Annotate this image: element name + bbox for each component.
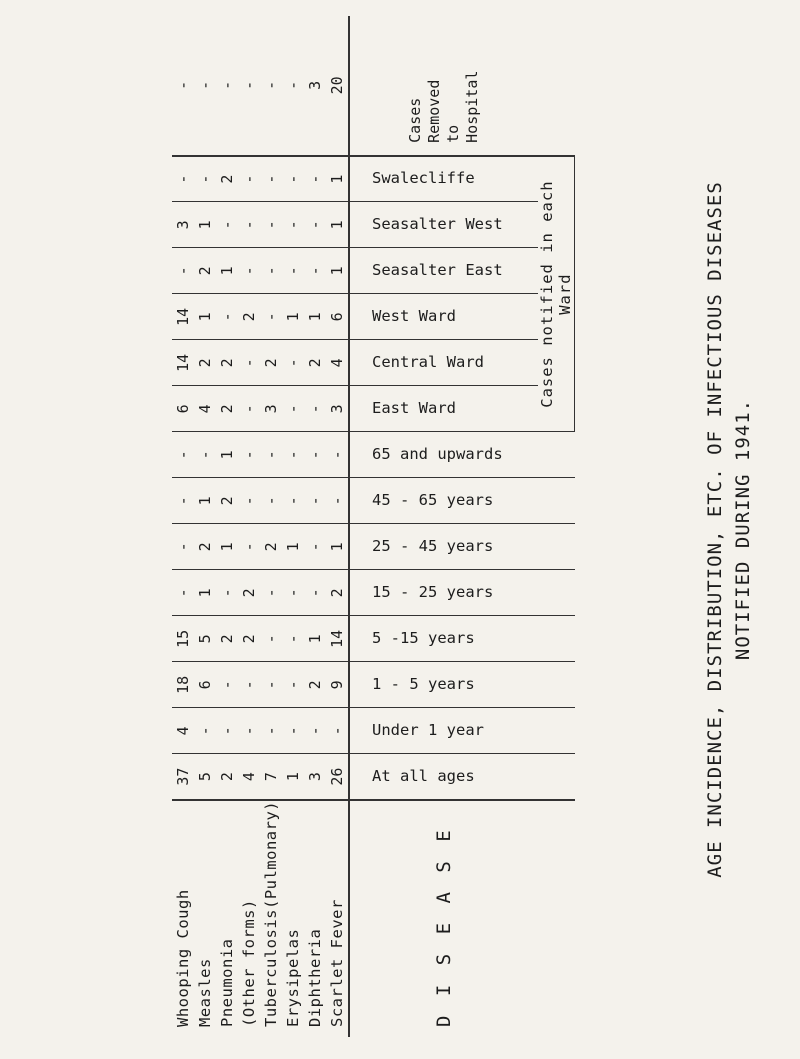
cell-a1_5: 2 bbox=[304, 662, 326, 708]
cell-swale: 2 bbox=[216, 156, 238, 202]
cell-a1_5: - bbox=[216, 662, 238, 708]
cell-se_west: 1 bbox=[326, 202, 349, 248]
cell-u1: - bbox=[326, 708, 349, 754]
disease-name: Pneumonia bbox=[218, 938, 236, 1027]
cell-west: 1 bbox=[282, 294, 304, 340]
column-header-age-15-25 bbox=[349, 570, 538, 616]
cell-east: 3 bbox=[260, 386, 282, 432]
cell-east: 3 bbox=[326, 386, 349, 432]
column-header-age-25-45 bbox=[349, 524, 538, 570]
column-header-label: 25 - 45 years bbox=[372, 537, 494, 556]
cell-west: 2 bbox=[238, 294, 260, 340]
cell-u1: - bbox=[238, 708, 260, 754]
disease-name: Whooping Cough bbox=[174, 889, 192, 1027]
cell-se_east: 1 bbox=[326, 248, 349, 294]
column-header-label: 15 - 25 years bbox=[372, 583, 494, 602]
cell-a45_65: - bbox=[260, 478, 282, 524]
cell-removed: - bbox=[216, 16, 238, 156]
cell-a45_65: - bbox=[282, 478, 304, 524]
column-header-label: 5 -15 years bbox=[372, 629, 475, 648]
cell-a25_45: - bbox=[172, 524, 194, 570]
cell-west: 14 bbox=[172, 294, 194, 340]
cell-central: 14 bbox=[172, 340, 194, 386]
cell-west: 6 bbox=[326, 294, 349, 340]
cell-a65: 1 bbox=[216, 432, 238, 478]
cell-a25_45: 1 bbox=[216, 524, 238, 570]
cell-se_west: 3 bbox=[172, 202, 194, 248]
cell-east: - bbox=[238, 386, 260, 432]
cell-a45_65: - bbox=[172, 478, 194, 524]
cell-se_west: 1 bbox=[194, 202, 216, 248]
column-header-label: 65 and upwards bbox=[372, 445, 503, 464]
disease-name: Measles bbox=[196, 958, 214, 1027]
cell-a65: - bbox=[304, 432, 326, 478]
cell-all: 3 bbox=[304, 754, 326, 800]
cell-central: 4 bbox=[326, 340, 349, 386]
cell-swale: 1 bbox=[326, 156, 349, 202]
cell-a25_45: - bbox=[304, 524, 326, 570]
ward-group-row bbox=[538, 16, 575, 1037]
cell-a45_65: - bbox=[326, 478, 349, 524]
cell-a5_15: 2 bbox=[216, 616, 238, 662]
cell-central: - bbox=[282, 340, 304, 386]
header-row bbox=[349, 16, 538, 1037]
column-header-label: Central Ward bbox=[372, 353, 484, 372]
disease-name: Scarlet Fever bbox=[328, 899, 346, 1027]
table-row bbox=[238, 16, 260, 1037]
cell-se_east: - bbox=[304, 248, 326, 294]
removed-header-line: Cases bbox=[406, 97, 424, 143]
cell-all: 5 bbox=[194, 754, 216, 800]
column-header-under-1 bbox=[349, 708, 538, 754]
ward-group-label: Cases notified in each Ward bbox=[538, 156, 575, 432]
cell-central: 2 bbox=[194, 340, 216, 386]
cell-se_east: 2 bbox=[194, 248, 216, 294]
cell-u1: - bbox=[282, 708, 304, 754]
cell-all: 4 bbox=[238, 754, 260, 800]
disease-name: Tuberculosis(Pulmonary) bbox=[262, 800, 280, 1027]
cell-removed: - bbox=[238, 16, 260, 156]
cell-a25_45: 1 bbox=[326, 524, 349, 570]
column-header-all-ages bbox=[349, 754, 538, 800]
cell-a45_65: 1 bbox=[194, 478, 216, 524]
column-header-label: West Ward bbox=[372, 307, 456, 326]
cell-a25_45: 1 bbox=[282, 524, 304, 570]
cell-all: 2 bbox=[216, 754, 238, 800]
cell-a1_5: - bbox=[238, 662, 260, 708]
cell-a1_5: - bbox=[282, 662, 304, 708]
cell-a15_25: - bbox=[282, 570, 304, 616]
cell-swale: - bbox=[194, 156, 216, 202]
column-header-age-1-5 bbox=[349, 662, 538, 708]
cell-a5_15: - bbox=[260, 616, 282, 662]
cell-a5_15: 15 bbox=[172, 616, 194, 662]
cell-removed: - bbox=[260, 16, 282, 156]
cell-swale: - bbox=[238, 156, 260, 202]
cell-a25_45: - bbox=[238, 524, 260, 570]
column-header-label: At all ages bbox=[372, 766, 475, 785]
document-subtitle: NOTIFIED DURING 1941. bbox=[732, 398, 754, 661]
cell-u1: - bbox=[194, 708, 216, 754]
column-header-label: East Ward bbox=[372, 399, 456, 418]
cell-se_west: - bbox=[282, 202, 304, 248]
cell-se_east: 1 bbox=[216, 248, 238, 294]
cell-a15_25: 1 bbox=[194, 570, 216, 616]
column-header-swalecliffe bbox=[349, 156, 538, 202]
cell-a45_65: - bbox=[238, 478, 260, 524]
cell-se_west: - bbox=[260, 202, 282, 248]
cell-a15_25: - bbox=[260, 570, 282, 616]
cell-east: 6 bbox=[172, 386, 194, 432]
cell-a5_15: 14 bbox=[326, 616, 349, 662]
table-row bbox=[282, 16, 304, 1037]
cell-all: 37 bbox=[172, 754, 194, 800]
cell-u1: - bbox=[260, 708, 282, 754]
column-header-label: Under 1 year bbox=[372, 721, 484, 740]
cell-removed: - bbox=[194, 16, 216, 156]
cell-se_west: - bbox=[238, 202, 260, 248]
cell-swale: - bbox=[172, 156, 194, 202]
column-header-label: Swalecliffe bbox=[372, 169, 475, 188]
document-title: AGE INCIDENCE, DISTRIBUTION, ETC. OF INFECTIOUS DISEASES bbox=[704, 181, 726, 878]
cell-east: 2 bbox=[216, 386, 238, 432]
column-header-label: 1 - 5 years bbox=[372, 675, 475, 694]
cell-a1_5: 6 bbox=[194, 662, 216, 708]
cell-a65: - bbox=[172, 432, 194, 478]
cell-central: - bbox=[238, 340, 260, 386]
cell-central: 2 bbox=[216, 340, 238, 386]
cell-west: - bbox=[260, 294, 282, 340]
cell-se_east: - bbox=[238, 248, 260, 294]
cell-a65: - bbox=[326, 432, 349, 478]
column-header-west-ward bbox=[349, 294, 538, 340]
cell-a15_25: 2 bbox=[326, 570, 349, 616]
cell-a65: - bbox=[194, 432, 216, 478]
cell-u1: - bbox=[216, 708, 238, 754]
column-header-label: Seasalter West bbox=[372, 215, 503, 234]
column-header-central-ward bbox=[349, 340, 538, 386]
removed-column-header bbox=[349, 16, 538, 156]
cell-removed: 20 bbox=[326, 16, 349, 156]
cell-removed: - bbox=[172, 16, 194, 156]
cell-a15_25: - bbox=[304, 570, 326, 616]
cell-se_west: - bbox=[216, 202, 238, 248]
table-row bbox=[304, 16, 326, 1037]
cell-swale: - bbox=[260, 156, 282, 202]
table-row bbox=[216, 16, 238, 1037]
cell-a25_45: 2 bbox=[194, 524, 216, 570]
cell-central: 2 bbox=[260, 340, 282, 386]
table-row bbox=[172, 16, 194, 1037]
cell-all: 26 bbox=[326, 754, 349, 800]
cell-a1_5: - bbox=[260, 662, 282, 708]
column-header-east-ward bbox=[349, 386, 538, 432]
column-header-age-5-15 bbox=[349, 616, 538, 662]
disease-name: Diphtheria bbox=[306, 928, 324, 1027]
disease-table bbox=[172, 16, 575, 1037]
cell-u1: 4 bbox=[172, 708, 194, 754]
column-header-age-45-65 bbox=[349, 478, 538, 524]
cell-se_east: - bbox=[260, 248, 282, 294]
cell-a65: - bbox=[282, 432, 304, 478]
cell-west: 1 bbox=[194, 294, 216, 340]
column-header-seasalter-east bbox=[349, 248, 538, 294]
cell-a5_15: 5 bbox=[194, 616, 216, 662]
cell-a65: - bbox=[260, 432, 282, 478]
cell-se_east: - bbox=[172, 248, 194, 294]
cell-a5_15: - bbox=[282, 616, 304, 662]
cell-east: - bbox=[304, 386, 326, 432]
disease-name: (Other forms) bbox=[240, 899, 258, 1027]
cell-all: 1 bbox=[282, 754, 304, 800]
column-header-age-65-up bbox=[349, 432, 538, 478]
disease-name: Erysipelas bbox=[284, 928, 302, 1027]
cell-all: 7 bbox=[260, 754, 282, 800]
cell-a5_15: 1 bbox=[304, 616, 326, 662]
cell-swale: - bbox=[282, 156, 304, 202]
cell-a25_45: 2 bbox=[260, 524, 282, 570]
cell-se_east: - bbox=[282, 248, 304, 294]
cell-west: 1 bbox=[304, 294, 326, 340]
cell-a65: - bbox=[238, 432, 260, 478]
disease-column-header: D I S E A S E bbox=[349, 800, 538, 1037]
cell-a15_25: 2 bbox=[238, 570, 260, 616]
column-header-label: Seasalter East bbox=[372, 261, 503, 280]
cell-a1_5: 18 bbox=[172, 662, 194, 708]
cell-a5_15: 2 bbox=[238, 616, 260, 662]
cell-swale: - bbox=[304, 156, 326, 202]
cell-a45_65: - bbox=[304, 478, 326, 524]
cell-west: - bbox=[216, 294, 238, 340]
cell-east: - bbox=[282, 386, 304, 432]
cell-removed: - bbox=[282, 16, 304, 156]
table-row bbox=[326, 16, 349, 1037]
cell-central: 2 bbox=[304, 340, 326, 386]
table-row bbox=[194, 16, 216, 1037]
cell-a15_25: - bbox=[216, 570, 238, 616]
cell-east: 4 bbox=[194, 386, 216, 432]
removed-header-line: to bbox=[444, 124, 462, 143]
cell-u1: - bbox=[304, 708, 326, 754]
removed-header-line: Hospital bbox=[463, 70, 481, 143]
table-row bbox=[260, 16, 282, 1037]
cell-a45_65: 2 bbox=[216, 478, 238, 524]
cell-a1_5: 9 bbox=[326, 662, 349, 708]
cell-se_west: - bbox=[304, 202, 326, 248]
column-header-label: 45 - 65 years bbox=[372, 491, 494, 510]
column-header-seasalter-west bbox=[349, 202, 538, 248]
cell-a15_25: - bbox=[172, 570, 194, 616]
removed-header-line: Removed bbox=[425, 79, 443, 143]
cell-removed: 3 bbox=[304, 16, 326, 156]
